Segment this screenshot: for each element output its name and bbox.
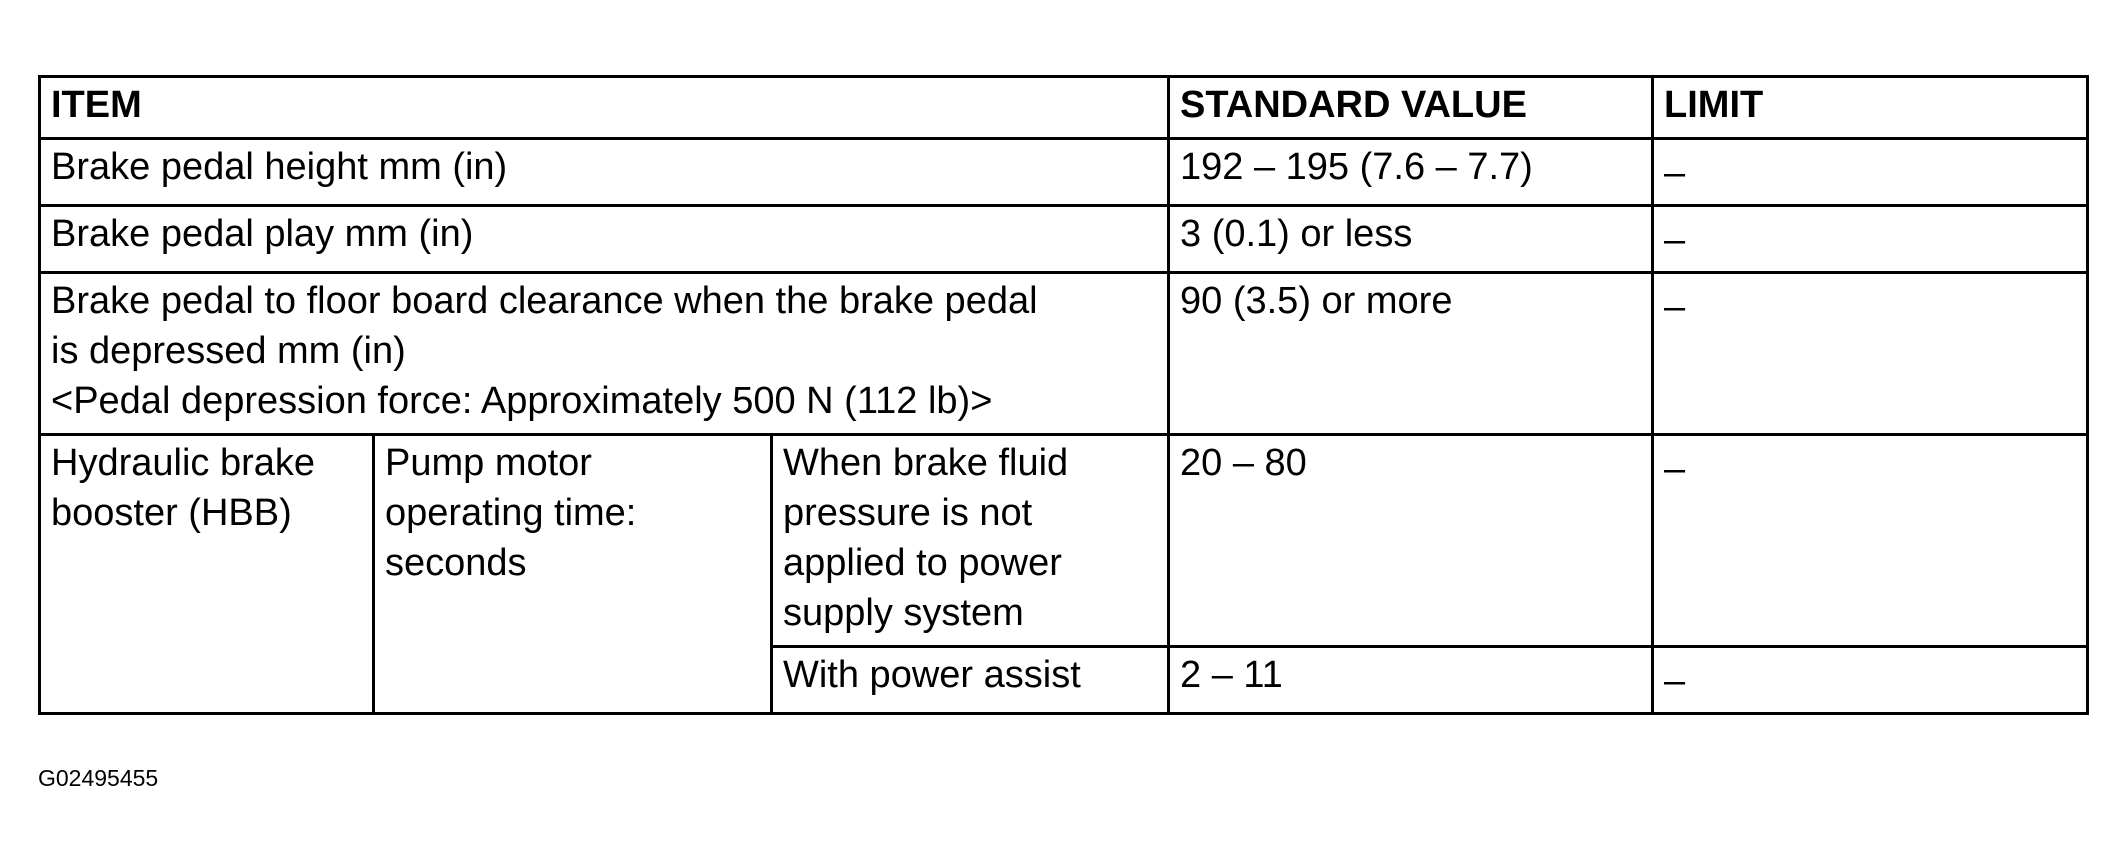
item-line: Brake pedal to floor board clearance when the brake pedal (51, 280, 1038, 322)
figure-code: G02495455 (38, 765, 159, 791)
hbb-subitem-cell (374, 435, 772, 714)
item-line: is depressed mm (in) (51, 330, 406, 372)
hbb-item-line: Hydraulic brake (51, 442, 315, 484)
item-cell: Brake pedal play mm (in) (40, 206, 1169, 273)
limit-cell (1653, 647, 2088, 714)
header-item: ITEM (40, 77, 1169, 139)
hbb-subitem-line: seconds (385, 542, 527, 584)
limit-value: – (1664, 219, 1686, 261)
standard-value-cell: 192 – 195 (7.6 – 7.7) (1169, 139, 1653, 206)
limit-value: – (1664, 286, 1686, 328)
limit-cell (1653, 435, 2088, 647)
limit-value: – (1664, 448, 1686, 490)
table-row (40, 273, 2088, 435)
hbb-item-cell (40, 435, 374, 714)
hbb-condition-cell (772, 435, 1169, 647)
table-row (40, 206, 2088, 273)
item-note: <Pedal depression force: Approximately 500 N (112 lb)> (51, 380, 993, 422)
table-row (40, 139, 2088, 206)
item-cell (40, 273, 1169, 435)
hbb-item-line: booster (HBB) (51, 492, 292, 534)
condition-line: applied to power (783, 542, 1062, 584)
condition-line: pressure is not (783, 492, 1033, 534)
limit-value: – (1664, 660, 1686, 702)
standard-value-cell: 2 – 11 (1169, 647, 1653, 714)
standard-value-cell: 3 (0.1) or less (1169, 206, 1653, 273)
hbb-condition-cell: With power assist (772, 647, 1169, 714)
item-cell: Brake pedal height mm (in) (40, 139, 1169, 206)
limit-cell (1653, 206, 2088, 273)
limit-cell (1653, 273, 2088, 435)
standard-value-cell: 20 – 80 (1169, 435, 1653, 647)
hbb-subitem-line: Pump motor (385, 442, 592, 484)
condition-line: When brake fluid (783, 442, 1069, 484)
condition-line: supply system (783, 592, 1024, 634)
table-header-row (40, 77, 2088, 139)
specification-table (38, 75, 2089, 715)
standard-value-cell: 90 (3.5) or more (1169, 273, 1653, 435)
limit-cell (1653, 139, 2088, 206)
table-row (40, 435, 2088, 647)
hbb-subitem-line: operating time: (385, 492, 637, 534)
header-limit: LIMIT (1653, 77, 2088, 139)
header-standard-value: STANDARD VALUE (1169, 77, 1653, 139)
limit-value: – (1664, 152, 1686, 194)
